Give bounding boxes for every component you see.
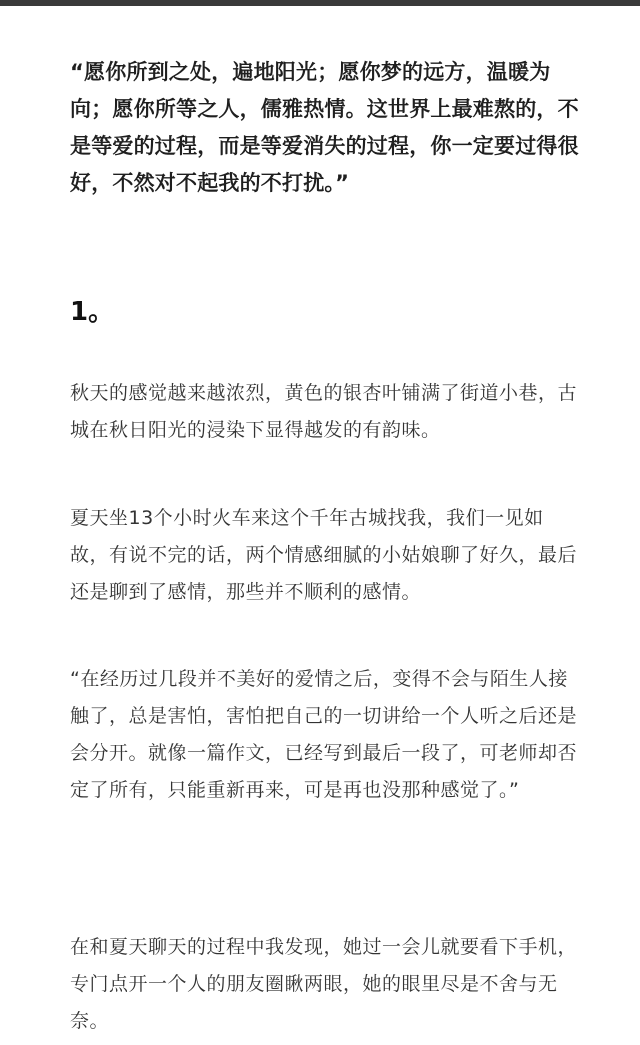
top-status-bar: [0, 0, 640, 6]
paragraph-4: 在和夏天聊天的过程中我发现，她过一会儿就要看下手机，专门点开一个人的朋友圈瞅两眼，她的眼里尽是不舍与无奈。: [70, 936, 578, 1032]
article-body: [70, 54, 582, 1032]
paragraph-1: 秋天的感觉越来越浓烈，黄色的银杏叶铺满了街道小巷，古城在秋日阳光的浸染下显得越发的有韵味。: [70, 382, 578, 441]
section-heading: 1。: [70, 297, 115, 327]
paragraph-2: 夏天坐13个小时火车来这个千年古城找我，我们一见如故，有说不完的话，两个情感细腻的小姑娘聊了好久，最后还是聊到了感情，那些并不顺利的感情。: [70, 507, 578, 603]
paragraph-3: “在经历过几段并不美好的爱情之后，变得不会与陌生人接触了，总是害怕，害怕把自己的一切讲给一个人听之后还是会分开。就像一篇作文，已经写到最后一段了，可老师却否定了所有，只能重新再来，可是再也没那种感觉了。”: [70, 668, 578, 801]
intro-quote: “愿你所到之处，遍地阳光；愿你梦的远方，温暖为向；愿你所等之人，儒雅热情。这世界上最难熬的，不是等爱的过程，而是等爱消失的过程，你一定要过得很好，不然对不起我的不打扰。”: [70, 60, 579, 195]
